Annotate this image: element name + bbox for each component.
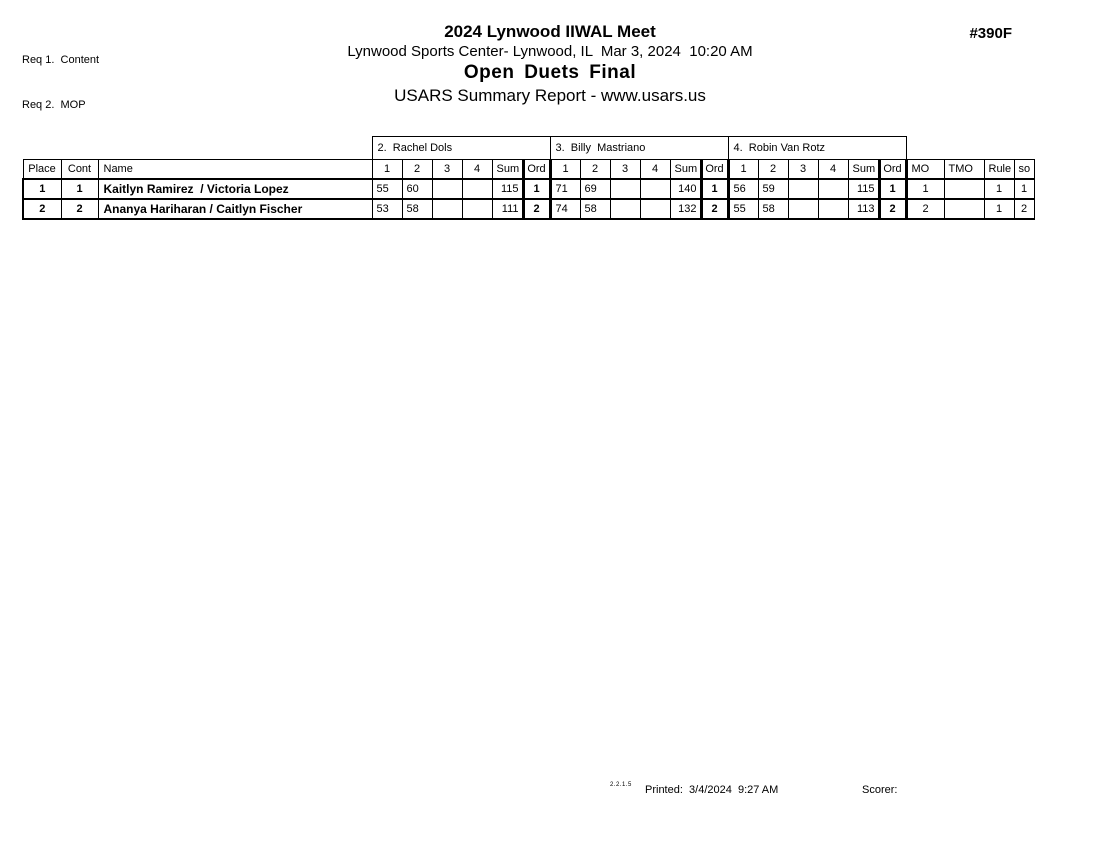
j2-header-sum: Sum (492, 160, 523, 179)
j3-score-1: 71 (550, 179, 580, 199)
j3-ord: 1 (701, 179, 728, 199)
j3-score-1: 74 (550, 199, 580, 219)
j2-ord: 2 (523, 199, 550, 219)
j4-ord: 1 (879, 179, 906, 199)
event-title: Open Duets Final (463, 62, 637, 83)
j2-score-4 (462, 179, 492, 199)
j4-score-1: 56 (728, 179, 758, 199)
j3-header-ord: Ord (701, 160, 728, 179)
j2-score-3 (432, 179, 462, 199)
place-cell: 2 (23, 199, 61, 219)
j4-score-2: 59 (758, 179, 788, 199)
j3-score-2: 58 (580, 199, 610, 219)
j2-sum: 111 (492, 199, 523, 219)
header-tmo: TMO (944, 160, 984, 179)
header-name: Name (98, 160, 372, 179)
header-so: so (1014, 160, 1034, 179)
j2-ord: 1 (523, 179, 550, 199)
req-line-2: Req 2. MOP (22, 99, 86, 111)
j2-header-4: 4 (462, 160, 492, 179)
mo-cell: 1 (906, 179, 944, 199)
column-header-row (23, 160, 1034, 179)
j3-ord: 2 (701, 199, 728, 219)
header-cont: Cont (61, 160, 98, 179)
j3-header-sum: Sum (670, 160, 701, 179)
rule-cell: 1 (984, 199, 1014, 219)
j3-header-3: 3 (610, 160, 640, 179)
results-table (22, 136, 1035, 220)
so-cell: 2 (1014, 199, 1034, 219)
printed-timestamp: Printed: 3/4/2024 9:27 AM (645, 784, 779, 796)
j4-sum: 113 (848, 199, 879, 219)
j3-score-3 (610, 179, 640, 199)
place-cell: 1 (23, 179, 61, 199)
cont-cell: 1 (61, 179, 98, 199)
j3-sum: 132 (670, 199, 701, 219)
report-type-line: USARS Summary Report - www.usars.us (394, 86, 706, 105)
j2-score-2: 58 (402, 199, 432, 219)
name-cell: Ananya Hariharan / Caitlyn Fischer (98, 199, 372, 219)
req-line-1: Req 1. Content (22, 54, 100, 66)
judge-name-row (23, 137, 1034, 160)
j3-header-2: 2 (580, 160, 610, 179)
j4-header-1: 1 (728, 160, 758, 179)
j4-score-4 (818, 179, 848, 199)
j2-score-1: 55 (372, 179, 402, 199)
j3-header-4: 4 (640, 160, 670, 179)
judge-2-header: 2. Rachel Dols (372, 137, 550, 160)
j2-score-3 (432, 199, 462, 219)
mo-cell: 2 (906, 199, 944, 219)
report-header (0, 21, 1100, 108)
j3-score-2: 69 (580, 179, 610, 199)
j2-score-4 (462, 199, 492, 219)
judge-row-left-spacer (23, 137, 372, 160)
j4-score-1: 55 (728, 199, 758, 219)
meet-title: 2024 Lynwood IIWAL Meet (444, 22, 656, 41)
j4-header-3: 3 (788, 160, 818, 179)
rule-cell: 1 (984, 179, 1014, 199)
j4-score-3 (788, 179, 818, 199)
j3-header-1: 1 (550, 160, 580, 179)
tmo-cell (944, 199, 984, 219)
j3-sum: 140 (670, 179, 701, 199)
j4-score-2: 58 (758, 199, 788, 219)
j2-score-2: 60 (402, 179, 432, 199)
j4-header-4: 4 (818, 160, 848, 179)
j4-score-4 (818, 199, 848, 219)
j2-header-ord: Ord (523, 160, 550, 179)
j2-score-1: 53 (372, 199, 402, 219)
j4-header-2: 2 (758, 160, 788, 179)
report-footer (0, 781, 1100, 799)
j4-score-3 (788, 199, 818, 219)
so-cell: 1 (1014, 179, 1034, 199)
j2-header-1: 1 (372, 160, 402, 179)
j3-score-3 (610, 199, 640, 219)
j3-score-4 (640, 199, 670, 219)
j2-sum: 115 (492, 179, 523, 199)
judge-4-header: 4. Robin Van Rotz (728, 137, 906, 160)
header-mo: MO (906, 160, 944, 179)
j4-header-sum: Sum (848, 160, 879, 179)
j4-header-ord: Ord (879, 160, 906, 179)
cont-cell: 2 (61, 199, 98, 219)
doc-number: #390F (969, 25, 1012, 42)
judge-row-right-spacer (906, 137, 1034, 160)
header-rule: Rule (984, 160, 1014, 179)
j2-header-3: 3 (432, 160, 462, 179)
version-superscript: 2.2.1.5 (610, 782, 632, 788)
j3-score-4 (640, 179, 670, 199)
scorer-label: Scorer: (862, 784, 898, 796)
j4-sum: 115 (848, 179, 879, 199)
j2-header-2: 2 (402, 160, 432, 179)
judge-3-header: 3. Billy Mastriano (550, 137, 728, 160)
table-row (23, 199, 1034, 219)
tmo-cell (944, 179, 984, 199)
name-cell: Kaitlyn Ramirez / Victoria Lopez (98, 179, 372, 199)
table-row (23, 179, 1034, 199)
header-place: Place (23, 160, 61, 179)
j4-ord: 2 (879, 199, 906, 219)
venue-date-line: Lynwood Sports Center- Lynwood, IL Mar 3, 2024 10:20 AM (347, 43, 753, 60)
